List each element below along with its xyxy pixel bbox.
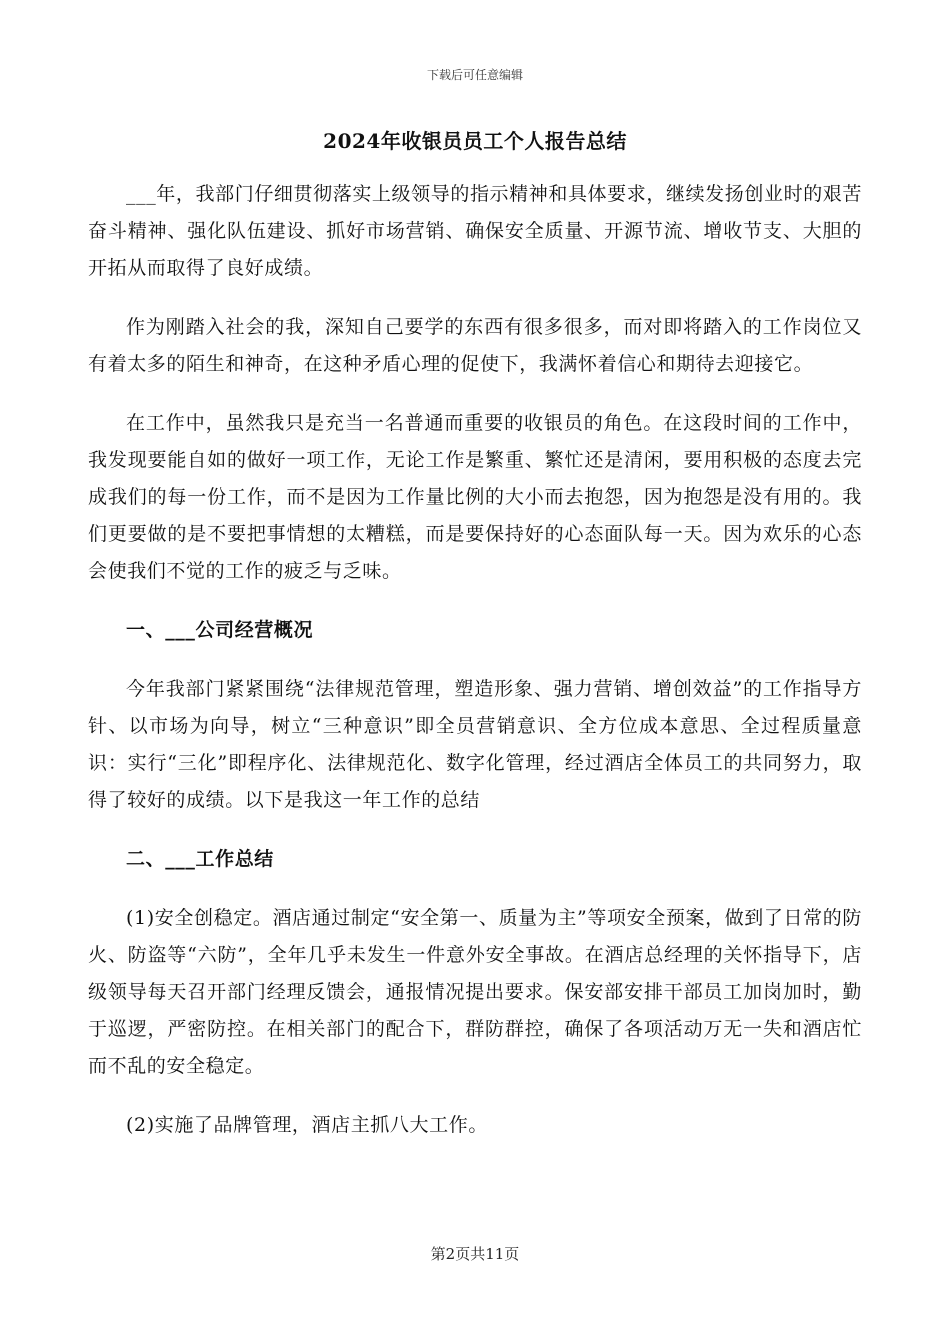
paragraph-1: ___年，我部门仔细贯彻落实上级领导的指示精神和具体要求，继续发扬创业时的艰苦奋斗精神、强化队伍建设、抓好市场营销、确保安全质量、开源节流、增收节支、大胆的开拓从而取得了良好成绩。 bbox=[88, 183, 862, 279]
page-footer: 第2页共11页 bbox=[430, 1245, 520, 1263]
document-title: 2024年收银员员工个人报告总结 bbox=[323, 129, 627, 153]
paragraph-6: (2)实施了品牌管理，酒店主抓八大工作。 bbox=[126, 1114, 488, 1136]
section-heading-1: 一、___公司经营概况 bbox=[126, 619, 314, 641]
section-heading-2: 二、___工作总结 bbox=[126, 848, 274, 870]
paragraph-4: 今年我部门紧紧围绕“法律规范管理，塑造形象、强力营销、增创效益”的工作指导方针、以市场为向导，树立“三种意识”即全员营销意识、全方位成本意思、全过程质量意识：实行“三化”即程序化、法律规范化、数字化管理，经过酒店全体员工的共同努力，取得了较好的成绩。以下是我这一年工作的总结 bbox=[88, 678, 862, 811]
paragraph-2: 作为刚踏入社会的我，深知自己要学的东西有很多很多，而对即将踏入的工作岗位又有着太多的陌生和神奇，在这种矛盾心理的促使下，我满怀着信心和期待去迎接它。 bbox=[88, 316, 862, 375]
document-body bbox=[88, 176, 862, 1144]
header-note: 下载后可任意编辑 bbox=[426, 68, 523, 82]
paragraph-5: (1)安全创稳定。酒店通过制定“安全第一、质量为主”等项安全预案，做到了日常的防火、防盗等“六防”，全年几乎未发生一件意外安全事故。在酒店总经理的关怀指导下，店级领导每天召开部门经理反馈会，通报情况提出要求。保安部安排干部员工加岗加时，勤于巡逻，严密防控。在相关部门的配合下，群防群控，确保了各项活动万无一失和酒店忙而不乱的安全稳定。 bbox=[88, 907, 862, 1077]
paragraph-3: 在工作中，虽然我只是充当一名普通而重要的收银员的角色。在这段时间的工作中，我发现要能自如的做好一项工作，无论工作是繁重、繁忙还是清闲，要用积极的态度去完成我们的每一份工作，而不是因为工作量比例的大小而去抱怨，因为抱怨是没有用的。我们更要做的是不要把事情想的太糟糕，而是要保持好的心态面队每一天。因为欢乐的心态会使我们不觉的工作的疲乏与乏味。 bbox=[88, 412, 862, 582]
